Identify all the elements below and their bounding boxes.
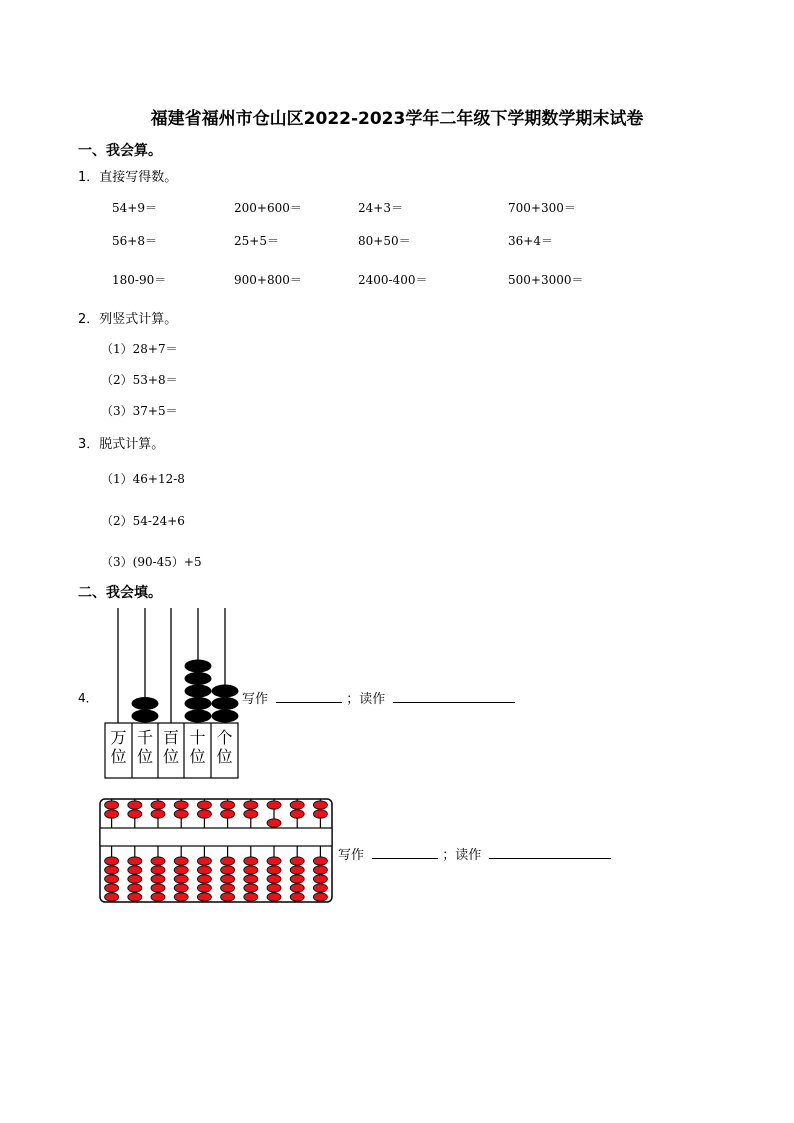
counter-bead: [132, 697, 159, 710]
calc-item: 2400-400＝: [358, 273, 428, 287]
abacus-upper-bead: [221, 810, 235, 818]
counter-bead: [132, 710, 159, 723]
abacus-lower-bead: [197, 866, 211, 874]
calc-item: 180-90＝: [112, 273, 167, 287]
abacus-lower-bead: [151, 875, 165, 883]
counter-bead: [212, 710, 239, 723]
vertical-calc-item: （3）37+5＝: [101, 404, 178, 418]
abacus-lower-bead: [267, 875, 281, 883]
abacus-lower-bead: [244, 875, 258, 883]
abacus-lower-bead: [128, 866, 142, 874]
calc-item: 900+800＝: [234, 273, 302, 287]
abacus-lower-bead: [197, 857, 211, 865]
abacus-lower-bead: [105, 857, 119, 865]
abacus-upper-bead: [290, 810, 304, 818]
abacus-lower-bead: [151, 893, 165, 901]
calc-item: 36+4＝: [508, 234, 553, 248]
counter-bead: [185, 660, 212, 673]
calc-item: 500+3000＝: [508, 273, 584, 287]
read-label: ；读作: [442, 848, 482, 863]
abacus-lower-bead: [197, 875, 211, 883]
page-title: 福建省福州市仓山区2022-2023学年二年级下学期数学期末试卷: [150, 109, 644, 129]
counter-bead: [185, 697, 212, 710]
abacus-lower-bead: [290, 866, 304, 874]
vertical-calc-item: （1）28+7＝: [101, 342, 178, 356]
write-label: 写作: [338, 848, 365, 863]
section-1-heading: 一、我会算。: [78, 143, 162, 159]
counter-bead: [212, 697, 239, 710]
abacus-lower-bead: [197, 893, 211, 901]
question-3-label: 3．脱式计算。: [78, 437, 165, 452]
abacus-upper-bead: [105, 810, 119, 818]
abacus-lower-bead: [105, 875, 119, 883]
abacus-lower-bead: [290, 857, 304, 865]
abacus-lower-bead: [313, 875, 327, 883]
question-1-label: 1．直接写得数。: [78, 170, 178, 185]
counter-bead: [185, 672, 212, 685]
question-2-label: 2．列竖式计算。: [78, 312, 178, 327]
counter-bead: [185, 710, 212, 723]
abacus-upper-bead: [151, 801, 165, 809]
abacus-lower-bead: [197, 884, 211, 892]
abacus-lower-bead: [151, 866, 165, 874]
abacus-lower-bead: [267, 857, 281, 865]
calc-item: 54+9＝: [112, 201, 157, 215]
abacus-lower-bead: [128, 893, 142, 901]
abacus-lower-bead: [267, 884, 281, 892]
abacus-lower-bead: [290, 875, 304, 883]
abacus: [100, 799, 332, 902]
abacus-lower-bead: [128, 875, 142, 883]
abacus-upper-bead: [267, 819, 281, 827]
abacus-beam: [100, 828, 332, 846]
calc-item: 56+8＝: [112, 234, 157, 248]
abacus-lower-bead: [244, 857, 258, 865]
calc-item: 25+5＝: [234, 234, 279, 248]
read-blank[interactable]: [489, 846, 611, 859]
abacus-lower-bead: [128, 884, 142, 892]
abacus-lower-bead: [290, 893, 304, 901]
counter-bead: [212, 685, 239, 698]
abacus-lower-bead: [221, 875, 235, 883]
abacus-lower-bead: [174, 875, 188, 883]
abacus-upper-bead: [105, 801, 119, 809]
vertical-calc-item: （2）53+8＝: [101, 373, 178, 387]
abacus-upper-bead: [244, 801, 258, 809]
abacus-upper-bead: [174, 801, 188, 809]
abacus-lower-bead: [174, 884, 188, 892]
abacus-lower-bead: [151, 884, 165, 892]
abacus-lower-bead: [267, 866, 281, 874]
place-label-wan: 万 位: [110, 728, 127, 766]
counter-bead: [185, 685, 212, 698]
abacus-upper-bead: [174, 810, 188, 818]
place-label-shi: 十 位: [189, 728, 206, 766]
abacus-lower-bead: [313, 884, 327, 892]
read-blank[interactable]: [393, 690, 515, 703]
abacus-answer-line: [338, 844, 611, 863]
abacus-lower-bead: [105, 893, 119, 901]
abacus-lower-bead: [128, 857, 142, 865]
question-4-label: 4．: [78, 691, 98, 705]
abacus-lower-bead: [174, 866, 188, 874]
abacus-lower-bead: [221, 866, 235, 874]
section-2-heading: 二、我会填。: [78, 585, 162, 601]
abacus-lower-bead: [313, 893, 327, 901]
calc-item: 700+300＝: [508, 201, 576, 215]
abacus-upper-bead: [151, 810, 165, 818]
abacus-lower-bead: [174, 893, 188, 901]
abacus-upper-bead: [128, 801, 142, 809]
place-label-ge: 个 位: [216, 728, 233, 766]
place-label-qian: 千 位: [136, 728, 153, 766]
abacus-lower-bead: [313, 857, 327, 865]
abacus-lower-bead: [221, 884, 235, 892]
write-blank[interactable]: [372, 846, 438, 859]
abacus-upper-bead: [197, 801, 211, 809]
abacus-lower-bead: [151, 857, 165, 865]
step-calc-item: （3）(90-45）+5: [101, 555, 202, 569]
calc-item: 200+600＝: [234, 201, 302, 215]
abacus-upper-bead: [313, 801, 327, 809]
write-blank[interactable]: [276, 690, 342, 703]
abacus-lower-bead: [244, 884, 258, 892]
abacus-upper-bead: [128, 810, 142, 818]
read-label: ；读作: [346, 692, 386, 707]
calc-item: 24+3＝: [358, 201, 403, 215]
abacus-lower-bead: [244, 893, 258, 901]
place-label-bai: 百 位: [162, 728, 179, 766]
step-calc-item: （2）54-24+6: [101, 514, 185, 528]
abacus-lower-bead: [267, 893, 281, 901]
abacus-upper-bead: [197, 810, 211, 818]
write-label: 写作: [242, 692, 269, 707]
abacus-lower-bead: [105, 884, 119, 892]
abacus-lower-bead: [221, 857, 235, 865]
abacus-upper-bead: [221, 801, 235, 809]
calc-item: 80+50＝: [358, 234, 411, 248]
abacus-lower-bead: [174, 857, 188, 865]
abacus-upper-bead: [313, 810, 327, 818]
abacus-upper-bead: [244, 810, 258, 818]
abacus-lower-bead: [313, 866, 327, 874]
abacus-upper-bead: [290, 801, 304, 809]
abacus-lower-bead: [290, 884, 304, 892]
step-calc-item: （1）46+12-8: [101, 472, 185, 486]
abacus-lower-bead: [244, 866, 258, 874]
abacus-lower-bead: [105, 866, 119, 874]
counter-answer-line: [242, 688, 515, 707]
abacus-lower-bead: [221, 893, 235, 901]
abacus-upper-bead: [267, 801, 281, 809]
